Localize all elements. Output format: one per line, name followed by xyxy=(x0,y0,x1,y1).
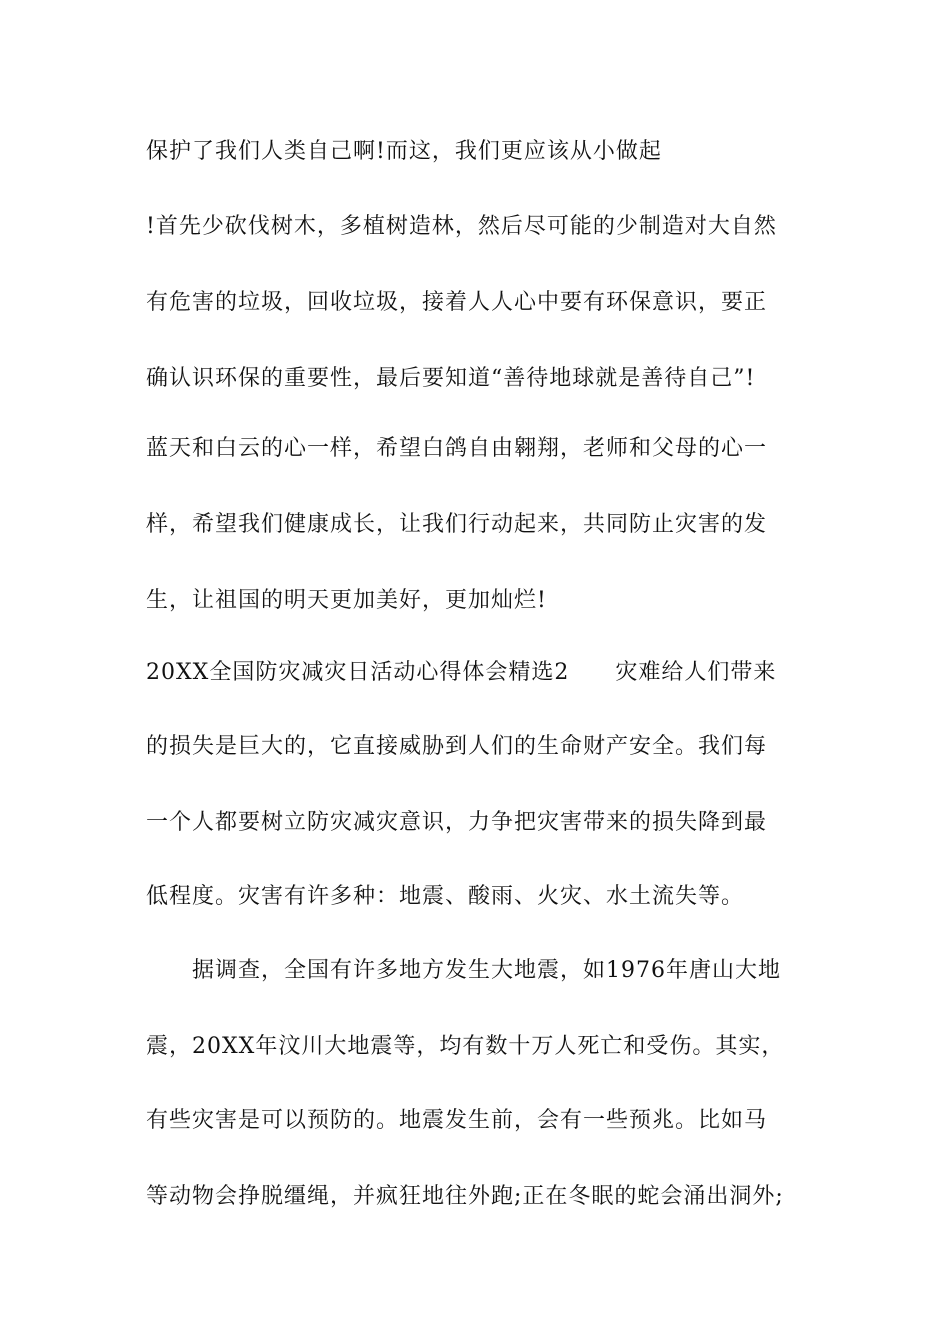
text-line: !首先少砍伐树木，多植树造林，然后尽可能的少制造对大自然 xyxy=(146,214,777,239)
text-line: 等动物会挣脱缰绳，并疯狂地往外跑;正在冬眠的蛇会涌出洞外; xyxy=(146,1184,784,1209)
text-line: 蓝天和白云的心一样，希望白鸽自由翱翔，老师和父母的心一 xyxy=(146,436,768,461)
text-line: 的损失是巨大的，它直接威胁到人们的生命财产安全。我们每 xyxy=(146,734,768,759)
text-line: 有危害的垃圾，回收垃圾，接着人人心中要有环保意识，要正 xyxy=(146,290,768,315)
text-line: 震，20XX年汶川大地震等，均有数十万人死亡和受伤。其实， xyxy=(146,1034,785,1059)
text-line: 保护了我们人类自己啊!而这，我们更应该从小做起 xyxy=(146,139,662,164)
text-line: 确认识环保的重要性，最后要知道“善待地球就是善待自己”! xyxy=(146,366,756,391)
paragraph-first-line: 据调查，全国有许多地方发生大地震，如1976年唐山大地 xyxy=(192,958,781,983)
section-heading-line: 20XX全国防灾减灾日活动心得体会精选2 灾难给人们带来 xyxy=(146,660,777,685)
text-line: 有些灾害是可以预防的。地震发生前，会有一些预兆。比如马 xyxy=(146,1108,768,1133)
text-line: 一个人都要树立防灾减灾意识，力争把灾害带来的损失降到最 xyxy=(146,810,768,835)
text-line: 样，希望我们健康成长，让我们行动起来，共同防止灾害的发 xyxy=(146,512,768,537)
text-line: 生，让祖国的明天更加美好，更加灿烂! xyxy=(146,588,547,613)
text-line: 低程度。灾害有许多种：地震、酸雨、火灾、水土流失等。 xyxy=(146,884,745,909)
